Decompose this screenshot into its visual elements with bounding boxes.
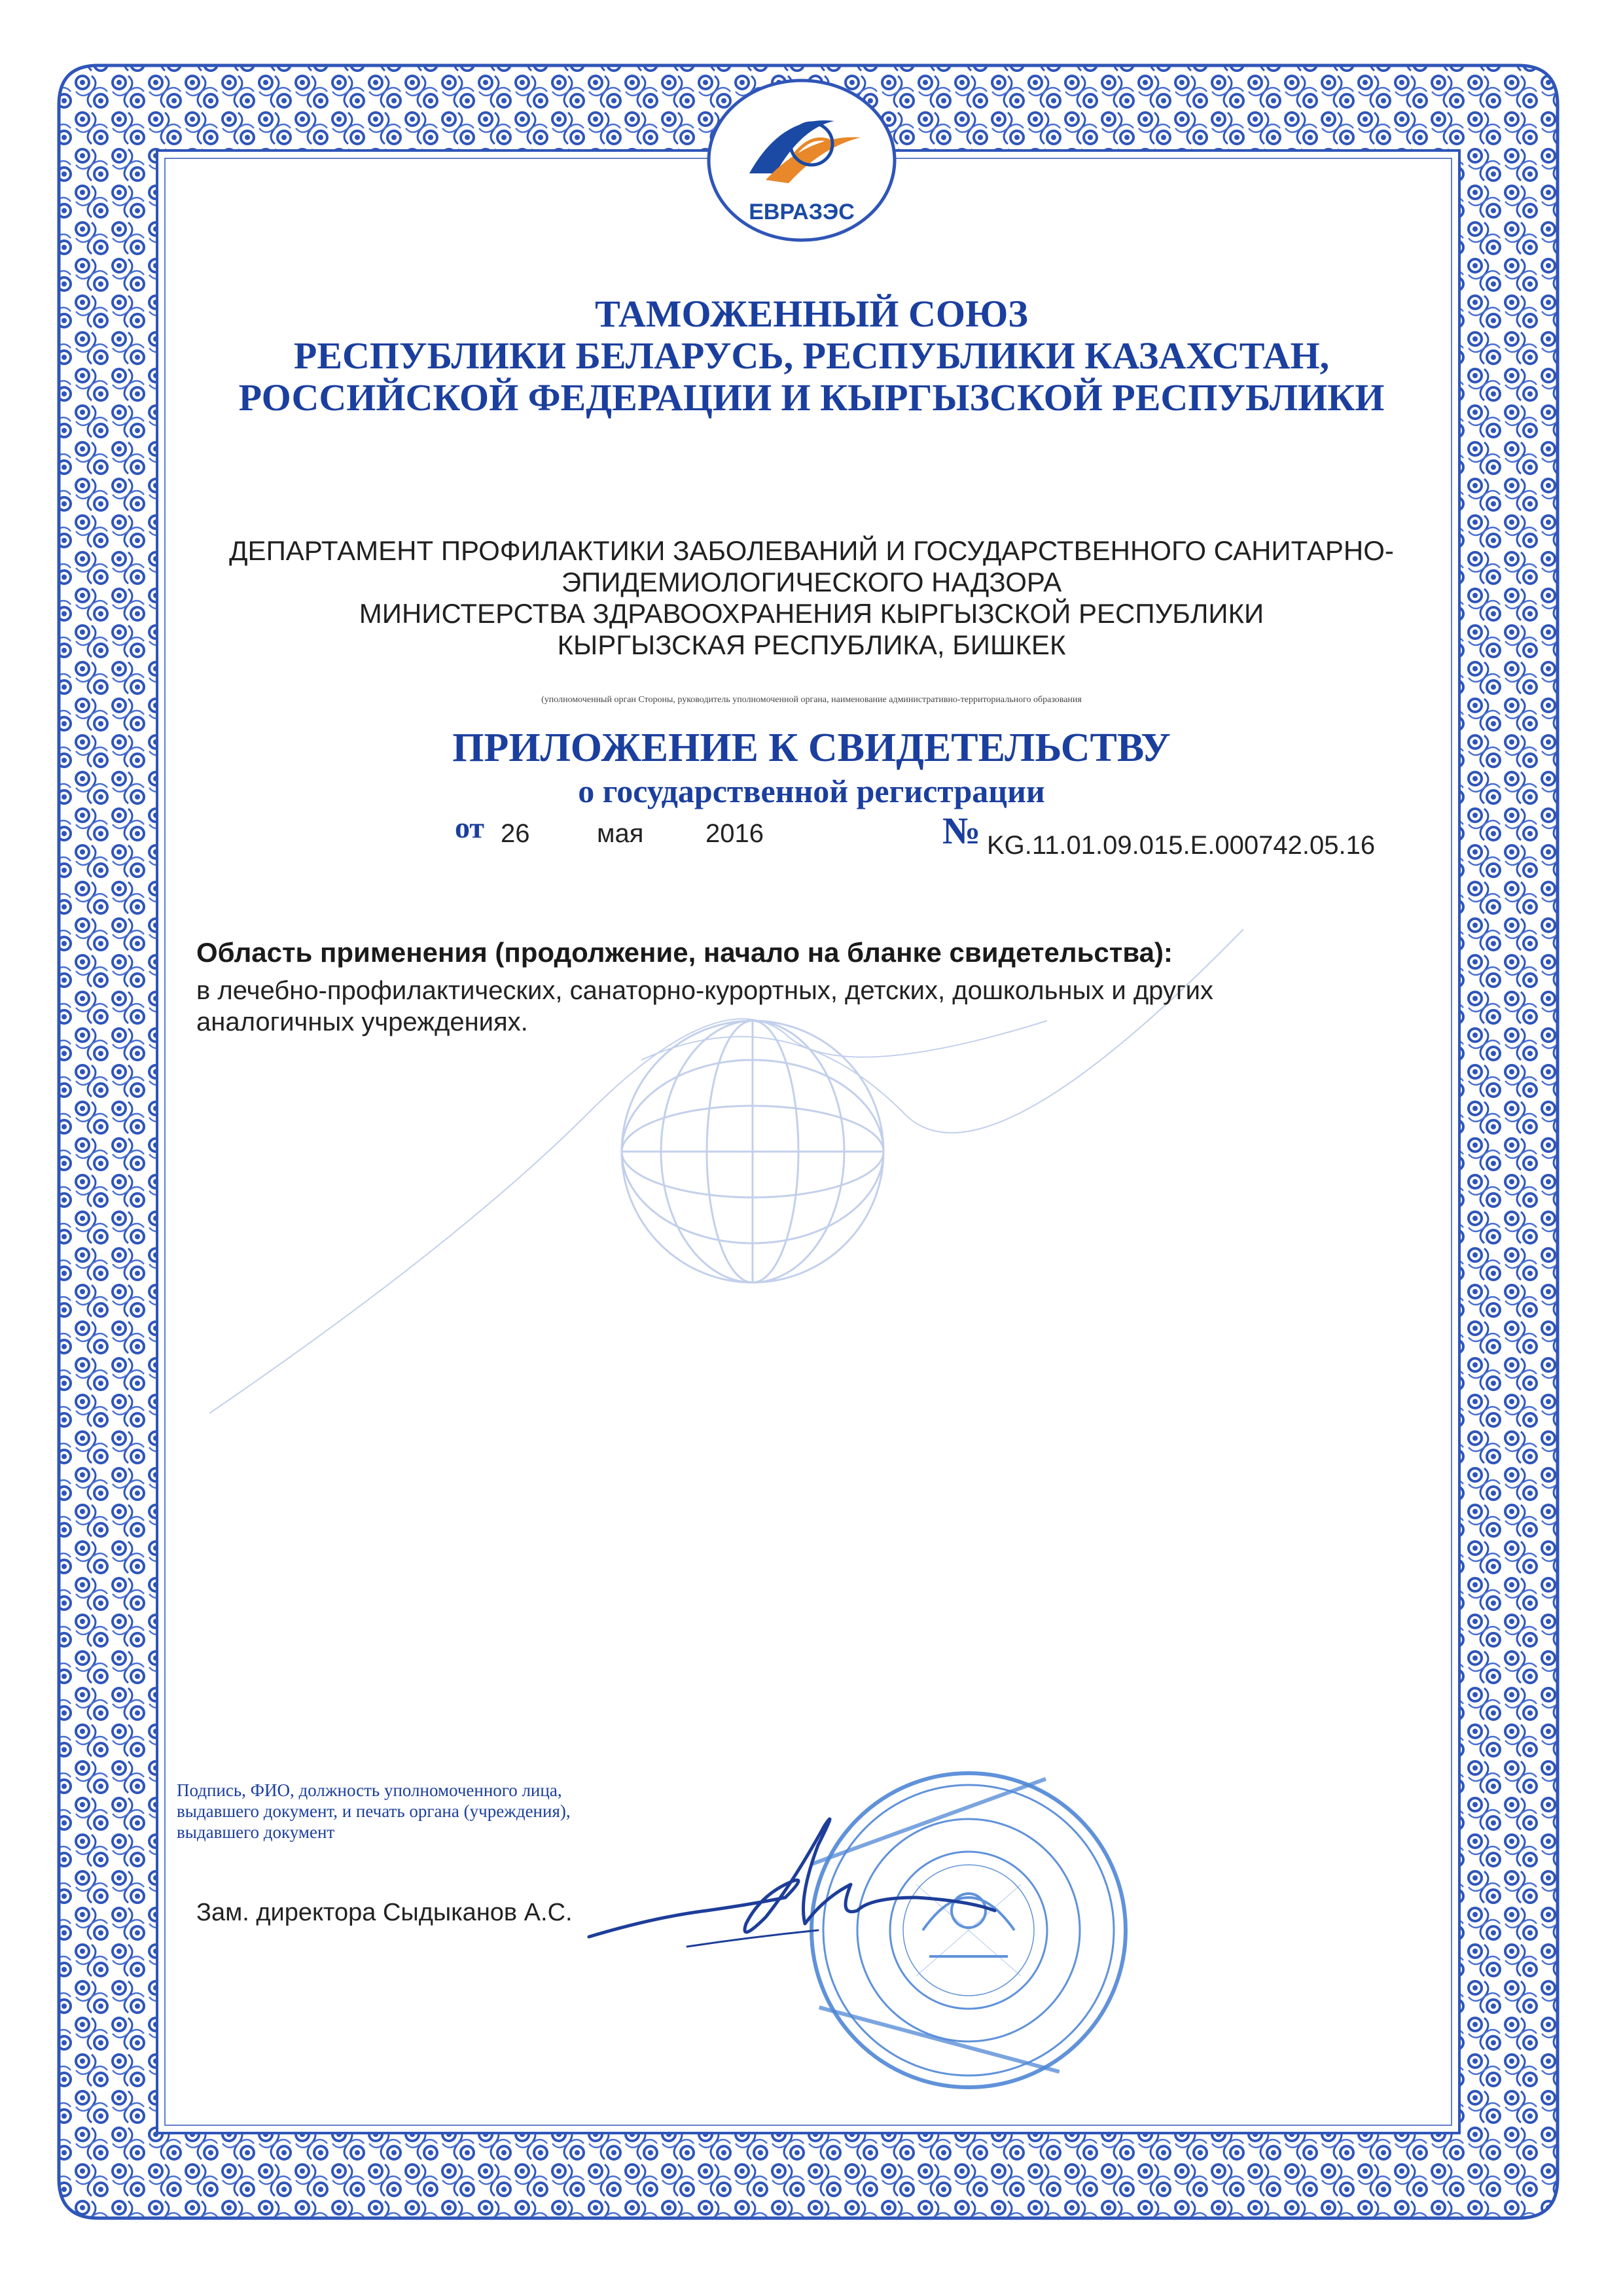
svg-text:ЕВРАЗЭС: ЕВРАЗЭС bbox=[749, 200, 855, 224]
date-month: мая bbox=[597, 819, 644, 848]
union-states-line-2: РОССИЙСКОЙ ФЕДЕРАЦИИ И КЫРГЫЗСКОЙ РЕСПУБЛИКИ bbox=[238, 376, 1385, 419]
date-year: 2016 bbox=[705, 819, 764, 848]
date-day: 26 bbox=[501, 819, 530, 848]
authority-caption: (уполномоченный орган Стороны, руководитель уполномоченной органа, наименование административно-территориального образования bbox=[541, 695, 1082, 705]
scope-title: Область применения (продолжение, начало на бланке свидетельства): bbox=[196, 937, 1173, 968]
date-prefix: от bbox=[455, 811, 484, 844]
union-states-line-1: РЕСПУБЛИКИ БЕЛАРУСЬ, РЕСПУБЛИКИ КАЗАХСТАН, bbox=[293, 334, 1330, 377]
registration-number: KG.11.01.09.015.E.000742.05.16 bbox=[987, 831, 1376, 860]
authority-line-4: КЫРГЫЗСКАЯ РЕСПУБЛИКА, БИШКЕК bbox=[557, 629, 1066, 660]
authority-line-1: ДЕПАРТАМЕНТ ПРОФИЛАКТИКИ ЗАБОЛЕВАНИЙ И ГОСУДАРСТВЕННОГО САНИТАРНО- bbox=[229, 535, 1394, 566]
signature-caption-line-1: Подпись, ФИО, должность уполномоченного лица, bbox=[177, 1780, 562, 1800]
signer-name: Зам. директора Сыдыканов А.С. bbox=[196, 1899, 573, 1926]
scope-text: в лечебно-профилактических, санаторно-курортных, детских, дошкольных и других аналогичных учреждениях. bbox=[196, 976, 1213, 1036]
number-prefix: № bbox=[942, 809, 981, 852]
authority-line-3: МИНИСТЕРСТВА ЗДРАВООХРАНЕНИЯ КЫРГЫЗСКОЙ РЕСПУБЛИКИ bbox=[359, 598, 1264, 629]
signature-caption-line-3: выдавшего документ bbox=[177, 1822, 335, 1842]
document-subtitle: о государственной регистрации bbox=[578, 773, 1045, 809]
union-title: ТАМОЖЕННЫЙ СОЮЗ bbox=[595, 292, 1028, 335]
document-title: ПРИЛОЖЕНИЕ К СВИДЕТЕЛЬСТВУ bbox=[452, 726, 1171, 770]
authority-line-2: ЭПИДЕМИОЛОГИЧЕСКОГО НАДЗОРА bbox=[561, 567, 1062, 597]
signature-caption-line-2: выдавшего документ, и печать органа (учреждения), bbox=[177, 1801, 571, 1821]
